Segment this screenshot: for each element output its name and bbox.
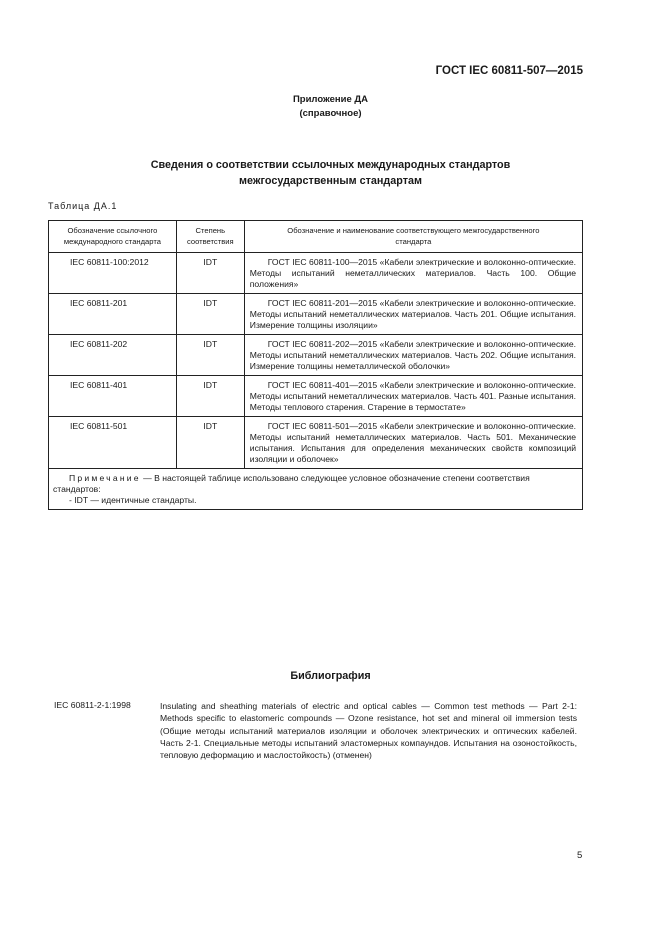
cell-reference: IEC 60811-100:2012	[49, 253, 177, 294]
section-title	[0, 157, 661, 189]
header-degree: Степень соответствия	[176, 221, 244, 253]
cell-title: ГОСТ IEC 60811-201—2015 «Кабели электрические и волоконно-оптические. Методы испытаний неметаллических материалов. Часть 201. Общие испытания. Измерение толщины изоляции»	[244, 294, 582, 335]
cell-title: ГОСТ IEC 60811-501—2015 «Кабели электрические и волоконно-оптические. Методы испытаний неметаллических материалов. Часть 501. Механические испытания. Испытания для определения механических свойств композиций изоляции и оболочек»	[244, 417, 582, 469]
cell-degree: IDT	[176, 376, 244, 417]
section-title-line2: межгосударственным стандартам	[239, 175, 422, 187]
cell-degree: IDT	[176, 253, 244, 294]
note-item: - IDT — идентичные стандарты.	[69, 495, 197, 505]
document-header-id: ГОСТ IEC 60811-507—2015	[435, 65, 583, 77]
table-note-row	[49, 469, 583, 510]
cell-degree: IDT	[176, 294, 244, 335]
note-text: — В настоящей таблице использовано следующее условное обозначение степени соответствия стандартов:	[53, 473, 530, 494]
cell-title: ГОСТ IEC 60811-100—2015 «Кабели электрические и волоконно-оптические. Методы испытаний неметаллических материалов. Часть 100. Общие положения»	[244, 253, 582, 294]
appendix-title: Приложение ДА	[292, 94, 369, 105]
header-reference-standard: Обозначение ссылочного международного стандарта	[49, 221, 177, 253]
correspondence-table	[48, 220, 583, 510]
cell-reference: IEC 60811-202	[49, 335, 177, 376]
cell-title: ГОСТ IEC 60811-202—2015 «Кабели электрические и волоконно-оптические. Методы испытаний неметаллических материалов. Часть 202. Общие испытания. Измерение толщины неметаллической оболочки»	[244, 335, 582, 376]
appendix-heading	[0, 93, 661, 121]
cell-reference: IEC 60811-201	[49, 294, 177, 335]
note-label: Примечание	[69, 473, 141, 483]
cell-degree: IDT	[176, 417, 244, 469]
table-row	[49, 376, 583, 417]
cell-title: ГОСТ IEC 60811-401—2015 «Кабели электрические и волоконно-оптические. Методы испытаний неметаллических материалов. Часть 401. Разные испытания. Методы теплового старения. Старение в термостате»	[244, 376, 582, 417]
bibliography-title: Библиография	[290, 670, 371, 682]
table-row	[49, 417, 583, 469]
cell-reference: IEC 60811-501	[49, 417, 177, 469]
table-row	[49, 294, 583, 335]
bibliography-entry-code: IEC 60811-2-1:1998	[54, 700, 131, 710]
cell-degree: IDT	[176, 335, 244, 376]
table-row	[49, 253, 583, 294]
appendix-subtitle: (справочное)	[299, 108, 362, 119]
table-header-row	[49, 221, 583, 253]
page-number: 5	[577, 850, 583, 861]
table-row	[49, 335, 583, 376]
header-interstate-standard: Обозначение и наименование соответствующего межгосударственного стандарта	[244, 221, 582, 253]
section-title-line1: Сведения о соответствии ссылочных международных стандартов	[150, 159, 511, 171]
table-caption: Таблица ДА.1	[48, 201, 118, 211]
table-note	[49, 469, 583, 510]
cell-reference: IEC 60811-401	[49, 376, 177, 417]
bibliography-entry-text: Insulating and sheathing materials of electric and optical cables — Common test methods — Part 2-1: Methods specific to elastomeric compounds — Ozone resistance, hot set and mineral oil immersion tests (Общие методы испытаний материалов изоляции и оболочек электрических и оптических кабелей. Часть 2-1. Специальные методы испытаний эластомерных компаундов. Испытания на озоностойкость, тепловую деформацию и маслостойкость) (отменен)	[160, 701, 577, 761]
